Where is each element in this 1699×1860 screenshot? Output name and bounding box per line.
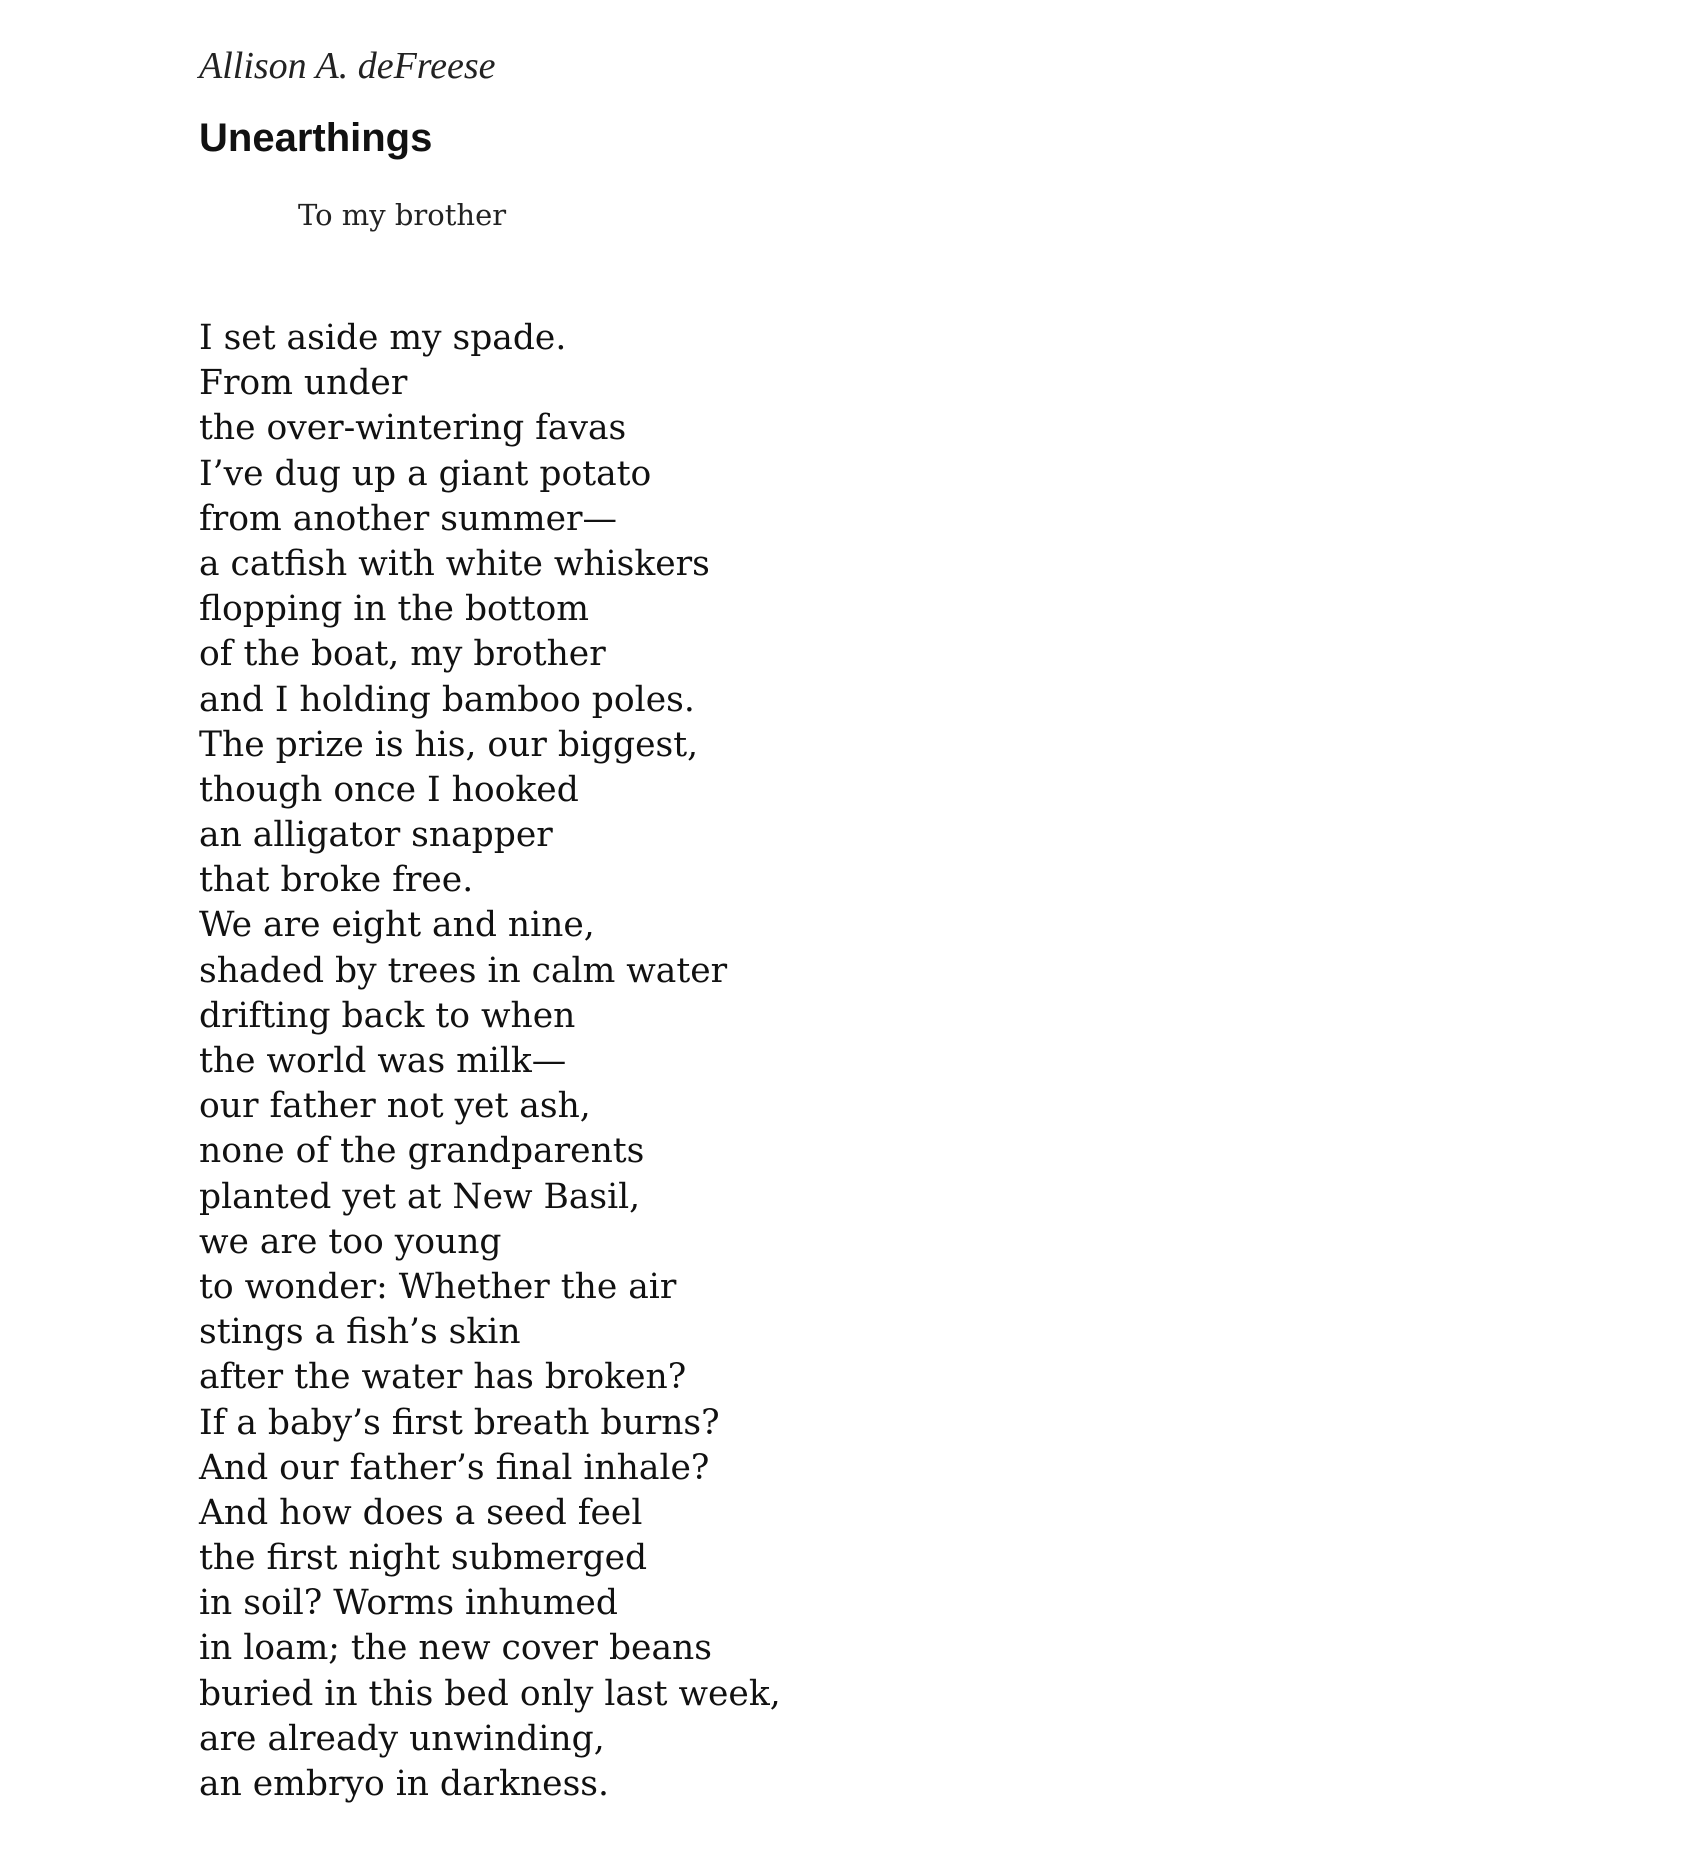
poem-line: the over-wintering favas — [199, 408, 627, 449]
poem-body — [199, 316, 781, 1807]
poem-line: And how does a seed feel — [199, 1492, 643, 1533]
poem-line: And our father’s final inhale? — [199, 1447, 710, 1488]
author-name: Allison A. deFreese — [199, 45, 496, 87]
poem-line: the first night submerged — [199, 1538, 648, 1579]
poem-line: the world was milk— — [199, 1041, 567, 1081]
poem-line: stings a fish’s skin — [199, 1312, 521, 1353]
poem-line: we are too young — [199, 1221, 502, 1262]
poem-line: in soil? Worms inhumed — [199, 1583, 618, 1624]
poem-line: an alligator snapper — [199, 815, 553, 856]
dedication: To my brother — [298, 198, 507, 232]
poem-line: We are eight and nine, — [199, 905, 595, 946]
poem-line: though once I hooked — [199, 769, 579, 810]
poem-line: shaded by trees in calm water — [199, 950, 728, 991]
poem-line: I’ve dug up a giant potato — [199, 453, 652, 494]
poem-line: drifting back to when — [199, 995, 576, 1036]
poem-line: planted yet at New Basil, — [199, 1176, 641, 1217]
poem-line: after the water has broken? — [199, 1357, 687, 1398]
poem-line: that broke free. — [199, 860, 474, 901]
poem-line: an embryo in darkness. — [199, 1764, 609, 1804]
document-page — [199, 0, 1499, 1860]
poem-line: to wonder: Whether the air — [199, 1266, 677, 1307]
poem-line: and I holding bamboo poles. — [199, 679, 695, 720]
poem-line: If a baby’s first breath burns? — [199, 1402, 720, 1443]
poem-line: I set aside my spade. — [199, 318, 567, 358]
poem-line: From under — [199, 363, 408, 404]
poem-line: buried in this bed only last week, — [199, 1673, 781, 1714]
poem-line: flopping in the bottom — [199, 589, 590, 630]
poem-line: in loam; the new cover beans — [199, 1628, 712, 1669]
poem-line: a catfish with white whiskers — [199, 543, 710, 584]
poem-line: of the boat, my brother — [199, 634, 606, 675]
poem-line: from another summer— — [199, 498, 617, 539]
poem-line: none of the grandparents — [199, 1131, 645, 1172]
poem-line: are already unwinding, — [199, 1718, 605, 1759]
poem-line: our father not yet ash, — [199, 1086, 591, 1127]
poem-line: The prize is his, our biggest, — [199, 724, 699, 765]
poem-title: Unearthings — [199, 116, 433, 160]
